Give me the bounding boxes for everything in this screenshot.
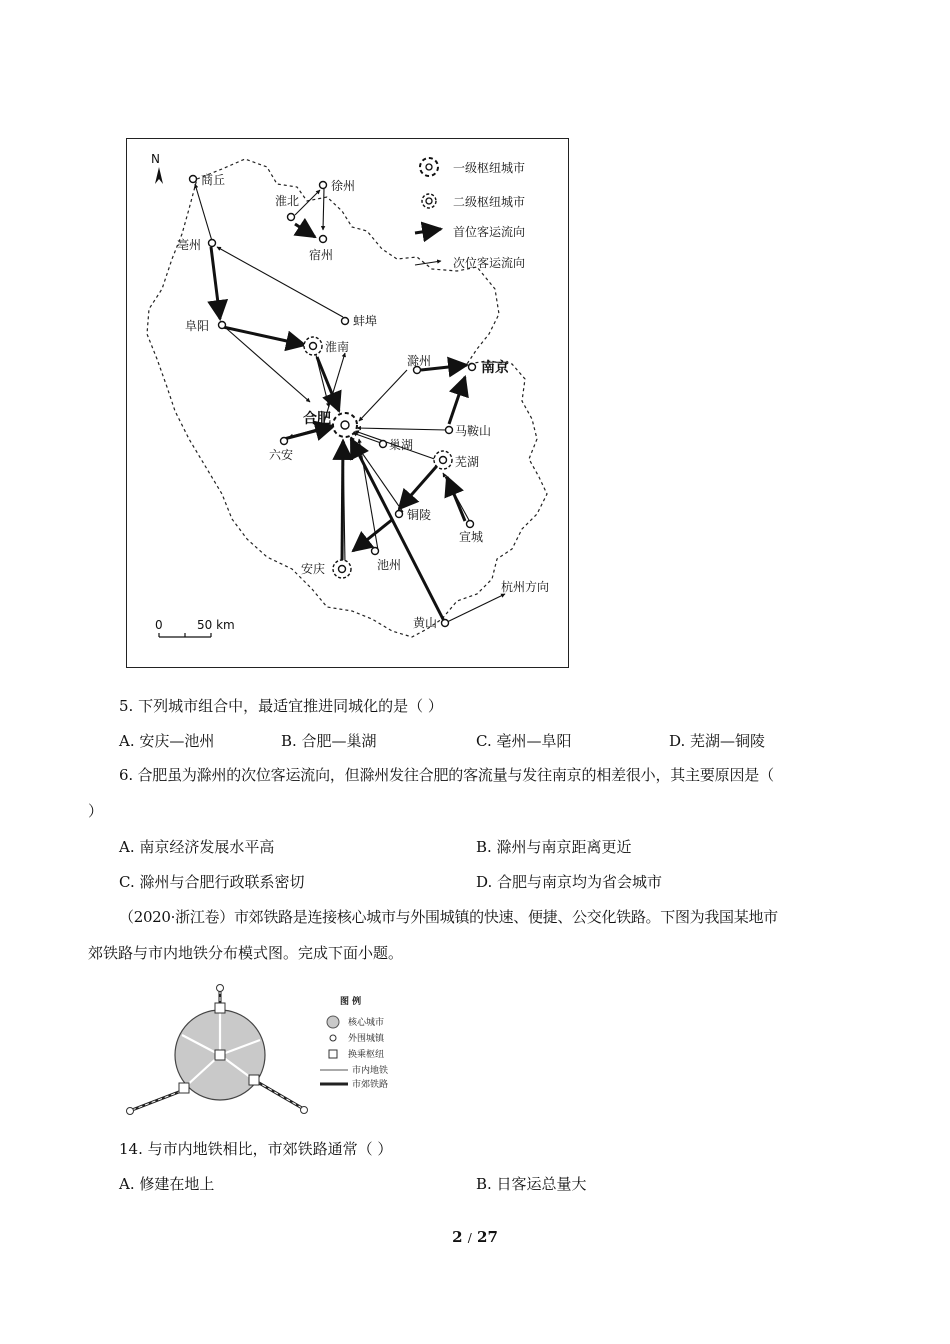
svg-text:阜阳: 阜阳 <box>185 319 210 333</box>
svg-text:二级枢纽城市: 二级枢纽城市 <box>453 195 526 209</box>
svg-text:一级枢纽城市: 一级枢纽城市 <box>453 161 526 175</box>
q5-option-a[interactable]: A. 安庆—池州 <box>119 732 215 750</box>
svg-text:滁州: 滁州 <box>407 354 432 368</box>
city-suzhou-dot <box>320 236 327 243</box>
svg-text:首位客运流向: 首位客运流向 <box>453 225 526 239</box>
q5-option-c[interactable]: C. 亳州—阜阳 <box>476 732 572 750</box>
svg-text:核心城市: 核心城市 <box>348 1018 385 1028</box>
svg-text:铜陵: 铜陵 <box>407 508 432 522</box>
svg-text:巢湖: 巢湖 <box>389 438 414 452</box>
svg-text:淮南: 淮南 <box>325 340 350 354</box>
svg-text:N: N <box>151 152 160 166</box>
north-arrow-icon <box>151 152 163 184</box>
svg-text:合肥: 合肥 <box>303 411 331 427</box>
q14-option-b[interactable]: B. 日客运总量大 <box>476 1175 587 1193</box>
svg-text:外围城镇: 外围城镇 <box>348 1034 385 1044</box>
q6-option-a[interactable]: A. 南京经济发展水平高 <box>119 838 275 856</box>
q14-option-a[interactable]: A. 修建在地上 <box>119 1175 215 1193</box>
page-number: 2 / 27 <box>452 1228 498 1246</box>
rail-diagram <box>120 980 410 1120</box>
city-xuancheng-dot <box>467 521 474 528</box>
svg-text:蚌埠: 蚌埠 <box>353 314 378 328</box>
intro-line-1: （2020·浙江卷）市郊铁路是连接核心城市与外围城镇的快速、便捷、公交化铁路。下图为我国某地市 <box>119 908 778 926</box>
city-fuyang-dot <box>219 322 226 329</box>
city-nanjing-dot <box>469 364 476 371</box>
city-bozhou-dot <box>209 240 216 247</box>
city-tongling-dot <box>396 511 403 518</box>
q6-option-c[interactable]: C. 滁州与合肥行政联系密切 <box>119 873 305 891</box>
q6-option-b[interactable]: B. 滁州与南京距离更近 <box>476 838 632 856</box>
svg-text:换乘枢纽: 换乘枢纽 <box>348 1050 385 1060</box>
secondary-flows <box>195 184 505 623</box>
rail-legend <box>320 995 388 1090</box>
city-shangqiu-dot <box>190 176 197 183</box>
map-scale <box>155 618 235 637</box>
city-huaibei-dot <box>288 214 295 221</box>
svg-text:淮北: 淮北 <box>275 194 300 208</box>
svg-text:市郊铁路: 市郊铁路 <box>352 1080 389 1090</box>
svg-text:50 km: 50 km <box>197 618 235 632</box>
city-xuzhou-dot <box>320 182 327 189</box>
city-luan-dot <box>281 438 288 445</box>
svg-text:南京: 南京 <box>481 360 509 376</box>
svg-text:宿州: 宿州 <box>309 248 334 262</box>
city-maanshan-dot <box>446 427 453 434</box>
city-labels <box>177 172 549 630</box>
q6-stem: 6. 合肥虽为滁州的次位客运流向，但滁州发往合肥的客流量与发往南京的相差很小，其主要原因是（ <box>119 766 774 784</box>
svg-text:六安: 六安 <box>269 448 294 462</box>
svg-text:池州: 池州 <box>377 558 402 572</box>
svg-text:宣城: 宣城 <box>459 530 484 544</box>
q5-option-b[interactable]: B. 合肥—巢湖 <box>281 732 377 750</box>
intro-line-2: 郊铁路与市内地铁分布模式图。完成下面小题。 <box>88 944 404 962</box>
svg-text:商丘: 商丘 <box>201 173 226 187</box>
svg-text:市内地铁: 市内地铁 <box>352 1066 389 1076</box>
map-legend <box>415 158 525 270</box>
svg-text:次位客运流向: 次位客运流向 <box>453 256 526 270</box>
q6-option-d[interactable]: D. 合肥与南京均为省会城市 <box>476 873 663 891</box>
city-chaohu-dot <box>380 441 387 448</box>
svg-text:杭州方向: 杭州方向 <box>501 580 550 594</box>
svg-text:芜湖: 芜湖 <box>455 455 480 469</box>
svg-text:图 例: 图 例 <box>340 997 362 1007</box>
city-bengbu-dot <box>342 318 349 325</box>
q6-stem-end: ） <box>88 802 104 820</box>
city-chizhou-dot <box>372 548 379 555</box>
city-symbols <box>190 176 476 627</box>
svg-text:安庆: 安庆 <box>301 562 326 576</box>
svg-text:黄山: 黄山 <box>413 616 438 630</box>
svg-text:0: 0 <box>155 618 163 632</box>
q14-stem: 14. 与市内地铁相比，市郊铁路通常（ ） <box>119 1140 393 1158</box>
svg-text:亳州: 亳州 <box>177 238 202 252</box>
map-svg <box>127 139 568 667</box>
q5-option-d[interactable]: D. 芜湖—铜陵 <box>669 732 766 750</box>
svg-text:马鞍山: 马鞍山 <box>455 424 492 438</box>
city-huangshan-dot <box>442 620 449 627</box>
transport-map <box>126 138 569 668</box>
q5-stem: 5. 下列城市组合中，最适宜推进同城化的是（ ） <box>119 697 443 715</box>
svg-text:徐州: 徐州 <box>331 179 356 193</box>
